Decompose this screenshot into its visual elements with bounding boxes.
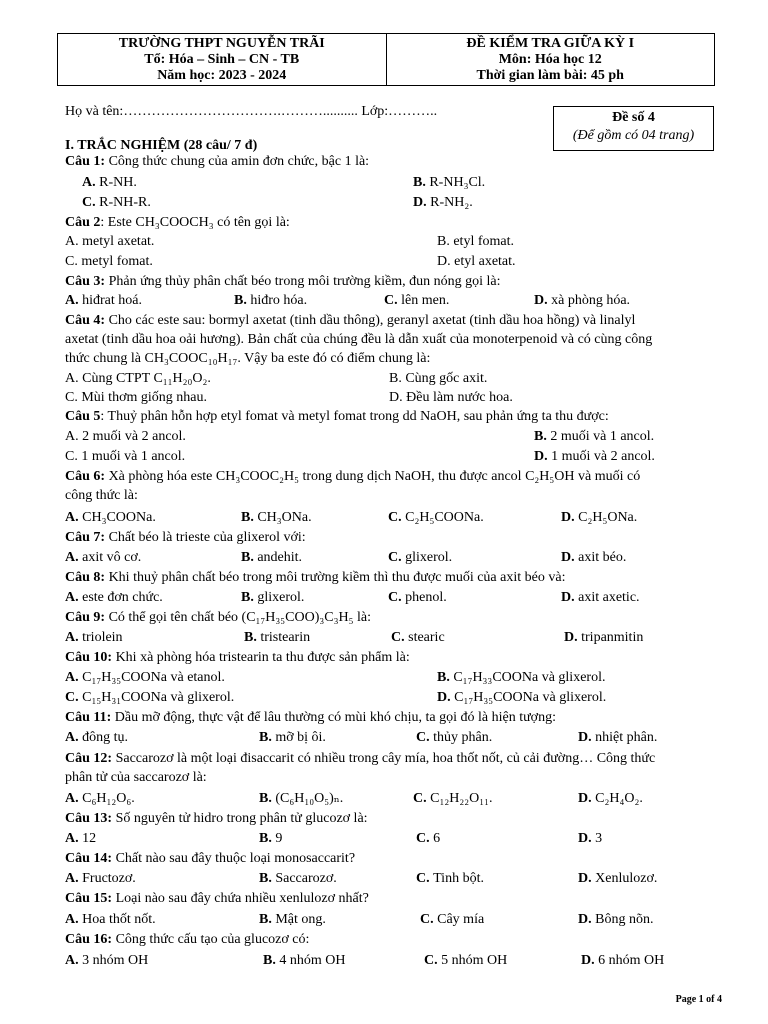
question-number: Câu 11:: [65, 710, 112, 725]
answer-option: [424, 952, 507, 970]
option-label: B.: [263, 953, 280, 968]
option-label: C.: [413, 791, 431, 806]
school-year: Năm học: 2023 - 2024: [157, 68, 287, 83]
option-label: D.: [534, 293, 552, 308]
answer-option: [259, 729, 326, 747]
question-text: Cho các este sau: bormyl axetat (tinh dầu thông), geranyl axetat (tinh dầu hoa hồng) và linalyl: [105, 313, 636, 328]
answer-option: [65, 589, 163, 607]
question-stem: [65, 890, 369, 908]
option-text: CH₃ONa.: [257, 510, 312, 525]
option-label: C.: [424, 953, 442, 968]
exam-header-table: [57, 33, 715, 86]
option-label: A.: [65, 791, 83, 806]
question-number: Câu 15:: [65, 891, 113, 906]
question-stem: [65, 153, 369, 171]
option-label: D.: [578, 912, 596, 927]
option-text: este đơn chức.: [82, 590, 163, 605]
option-label: B.: [241, 550, 258, 565]
option-text: R-NH₃Cl.: [429, 175, 486, 190]
option-text: lên men.: [401, 293, 450, 308]
question-text: Khi xà phòng hóa tristearin ta thu được sản phẩm là:: [112, 650, 410, 665]
exam-info: [386, 34, 715, 85]
answer-option: [388, 589, 447, 607]
answer-option: [578, 870, 657, 888]
option-label: A.: [65, 371, 83, 386]
option-text: thủy phân.: [433, 730, 493, 745]
option-label: A.: [65, 293, 83, 308]
question-stem: [65, 569, 565, 587]
option-text: 12: [82, 831, 97, 846]
answer-option: [259, 870, 337, 888]
option-text: Bông nõn.: [595, 912, 654, 927]
option-text: C₁₇H₃₃COONa và glixerol.: [453, 670, 606, 685]
option-label: B.: [259, 791, 276, 806]
option-text: 2 muối và 2 ancol.: [82, 429, 186, 444]
question-stem: [65, 468, 640, 486]
option-label: A.: [65, 590, 83, 605]
answer-option: [65, 952, 148, 970]
question-number: Câu 3:: [65, 274, 106, 289]
question-stem: [65, 273, 501, 291]
option-text: C₂H₅COONa.: [405, 510, 484, 525]
option-label: B.: [234, 293, 251, 308]
question-number: Câu 9:: [65, 610, 106, 625]
answer-option: [578, 790, 643, 808]
option-text: stearic: [408, 630, 445, 645]
page-count-note: (Để gồm có 04 trang): [572, 128, 695, 143]
answer-option: [65, 669, 225, 687]
option-text: glixerol.: [257, 590, 305, 605]
option-text: hiđrat hoá.: [82, 293, 142, 308]
option-text: R-NH₂.: [430, 195, 473, 210]
option-label: B.: [241, 510, 258, 525]
option-text: đông tụ.: [82, 730, 129, 745]
option-text: 6 nhóm OH: [598, 953, 665, 968]
option-label: B.: [259, 871, 276, 886]
question-text: Số nguyên tử hidro trong phân tử glucozơ là:: [112, 811, 368, 826]
option-label: A.: [65, 831, 83, 846]
option-text: Mật ong.: [275, 912, 326, 927]
option-text: nhiệt phân.: [595, 730, 658, 745]
question-text: Công thức cấu tạo của glucozơ có:: [112, 932, 310, 947]
option-label: C.: [388, 550, 406, 565]
option-text: Fructozơ.: [82, 871, 136, 886]
option-text: axit béo.: [578, 550, 627, 565]
answer-option: [259, 790, 343, 808]
option-label: C.: [82, 195, 100, 210]
answer-option: [420, 911, 484, 929]
answer-option: [581, 952, 664, 970]
question-number: Câu 1:: [65, 154, 106, 169]
option-label: D.: [437, 690, 455, 705]
option-label: C.: [388, 510, 406, 525]
option-text: xà phòng hóa.: [551, 293, 631, 308]
option-text: C₁₇H₃₅COONa và etanol.: [82, 670, 225, 685]
option-text: triolein: [82, 630, 123, 645]
answer-option: [65, 830, 96, 848]
option-text: axit vô cơ.: [82, 550, 142, 565]
option-text: Cùng CTPT C₁₁H₂₀O₂.: [82, 371, 211, 386]
option-text: metyl fomat.: [81, 254, 153, 269]
option-text: C₁₅H₃₁COONa và glixerol.: [82, 690, 235, 705]
question-text: Xà phòng hóa este CH₃COOC₂H₅ trong dung dịch NaOH, thu được ancol C₂H₅OH và muối có: [105, 469, 641, 484]
option-label: C.: [416, 730, 434, 745]
option-text: 1 muối và 2 ancol.: [551, 449, 655, 464]
answer-option: [561, 549, 626, 567]
option-label: B.: [241, 590, 258, 605]
answer-option: [234, 292, 307, 310]
question-stem: [65, 810, 368, 828]
department: Tổ: Hóa – Sinh – CN - TB: [144, 52, 300, 67]
option-label: A.: [65, 429, 83, 444]
answer-option: [263, 952, 345, 970]
answer-option: [578, 911, 653, 929]
option-label: C.: [420, 912, 438, 927]
question-text-continued: phân tử của saccarozơ là:: [65, 770, 207, 785]
answer-option: [413, 174, 485, 192]
exam-code-box: [553, 106, 714, 151]
answer-option: [82, 194, 151, 212]
question-text: : Este CH₃COOCH₃ có tên gọi là:: [100, 215, 290, 230]
option-text: phenol.: [405, 590, 447, 605]
option-text: glixerol.: [405, 550, 453, 565]
answer-option: [389, 370, 487, 388]
answer-option: [65, 389, 207, 407]
option-label: C.: [65, 390, 82, 405]
answer-option: [241, 549, 302, 567]
question-text: Khi thuỷ phân chất béo trong môi trường kiềm thì thu được muối của axit béo và:: [105, 570, 566, 585]
option-label: D.: [389, 390, 407, 405]
option-text: 3: [595, 831, 603, 846]
page-number: Page 1 of 4: [675, 994, 722, 1005]
option-label: D.: [581, 953, 599, 968]
answer-option: [259, 830, 282, 848]
subject: Môn: Hóa học 12: [498, 52, 602, 67]
option-text: 1 muối và 1 ancol.: [81, 449, 186, 464]
exam-code: Đề số 4: [612, 110, 655, 125]
question-stem: [65, 609, 371, 627]
answer-option: [534, 428, 654, 446]
option-text: Mùi thơm giống nhau.: [81, 390, 207, 405]
question-text: : Thuỷ phân hỗn hợp etyl fomat và metyl fomat trong dd NaOH, sau phản ứng ta thu được:: [100, 409, 609, 424]
option-text: Hoa thốt nốt.: [82, 912, 156, 927]
option-label: B.: [389, 371, 406, 386]
answer-option: [65, 689, 234, 707]
question-number: Câu 2: [65, 215, 101, 230]
question-stem: [65, 312, 635, 330]
option-label: C.: [65, 449, 82, 464]
question-text: Loại nào sau đây chứa nhiều xenlulozơ nhất?: [112, 891, 369, 906]
answer-option: [416, 870, 484, 888]
answer-option: [384, 292, 449, 310]
option-label: A.: [65, 510, 83, 525]
option-label: B.: [259, 912, 276, 927]
option-label: D.: [578, 871, 596, 886]
option-label: B.: [259, 831, 276, 846]
question-stem: [65, 214, 290, 232]
question-stem: [65, 931, 309, 949]
answer-option: [65, 448, 185, 466]
option-label: B.: [413, 175, 430, 190]
answer-option: [65, 292, 142, 310]
answer-option: [65, 253, 153, 271]
exam-title: ĐỀ KIỂM TRA GIỮA KỲ I: [466, 36, 635, 51]
question-stem: [65, 408, 609, 426]
question-number: Câu 7:: [65, 530, 106, 545]
answer-option: [65, 911, 156, 929]
option-label: D.: [578, 791, 596, 806]
option-text: tripanmitin: [581, 630, 644, 645]
answer-option: [578, 830, 602, 848]
option-label: B.: [259, 730, 276, 745]
option-label: D.: [437, 254, 455, 269]
answer-option: [437, 233, 514, 251]
option-text: 5 nhóm OH: [441, 953, 508, 968]
option-text: C₂H₄O₂.: [595, 791, 643, 806]
question-text: Phản ứng thủy phân chất béo trong môi trường kiềm, đun nóng gọi là:: [105, 274, 501, 289]
option-label: A.: [65, 670, 83, 685]
answer-option: [65, 729, 128, 747]
option-text: andehit.: [257, 550, 303, 565]
question-text: Chất béo là trieste của glixerol với:: [105, 530, 306, 545]
option-text: 9: [275, 831, 283, 846]
question-number: Câu 10:: [65, 650, 113, 665]
option-label: A.: [65, 730, 83, 745]
option-text: C₂H₅ONa.: [578, 510, 638, 525]
answer-option: [534, 448, 655, 466]
option-label: B.: [534, 429, 551, 444]
answer-option: [391, 629, 445, 647]
option-label: B.: [437, 670, 454, 685]
question-number: Câu 13:: [65, 811, 113, 826]
option-label: B.: [437, 234, 454, 249]
question-stem: [65, 850, 355, 868]
question-number: Câu 14:: [65, 851, 113, 866]
option-text: Xenlulozơ.: [595, 871, 658, 886]
answer-option: [578, 729, 657, 747]
option-text: 6: [433, 831, 441, 846]
option-label: D.: [578, 831, 596, 846]
option-label: D.: [564, 630, 582, 645]
option-text: Đều làm nước hoa.: [406, 390, 513, 405]
option-text: 4 nhóm OH: [279, 953, 346, 968]
answer-option: [259, 911, 326, 929]
option-text: Tinh bột.: [433, 871, 484, 886]
option-label: D.: [578, 730, 596, 745]
answer-option: [561, 589, 640, 607]
answer-option: [241, 509, 312, 527]
question-text: Công thức chung của amin đơn chức, bậc 1 là:: [105, 154, 370, 169]
answer-option: [65, 509, 156, 527]
answer-option: [65, 428, 186, 446]
question-stem: [65, 649, 410, 667]
answer-option: [437, 689, 606, 707]
question-stem: [65, 529, 306, 547]
answer-option: [534, 292, 630, 310]
answer-option: [416, 830, 440, 848]
option-text: C₁₇H₃₅COONa và glixerol.: [454, 690, 607, 705]
option-text: etyl fomat.: [453, 234, 514, 249]
option-text: CH₃COONa.: [82, 510, 156, 525]
option-text: tristearin: [260, 630, 311, 645]
answer-option: [413, 194, 473, 212]
question-text-continued: axetat (tinh dầu hoa oải hương). Bản chất của chúng đều là dẫn xuất của monoterpenoid và có cùng công: [65, 332, 653, 347]
answer-option: [244, 629, 310, 647]
answer-option: [416, 729, 492, 747]
option-label: D.: [413, 195, 431, 210]
option-label: C.: [388, 590, 406, 605]
question-number: Câu 8:: [65, 570, 106, 585]
option-text: mỡ bị ôi.: [275, 730, 326, 745]
option-text: R-NH.: [99, 175, 137, 190]
option-text: Saccarozơ.: [275, 871, 337, 886]
option-label: A.: [65, 912, 83, 927]
option-text: 2 muối và 1 ancol.: [550, 429, 655, 444]
option-label: A.: [65, 630, 83, 645]
question-text-continued: công thức là:: [65, 488, 138, 503]
answer-option: [65, 233, 154, 251]
question-number: Câu 16:: [65, 932, 113, 947]
answer-option: [564, 629, 643, 647]
option-text: R-NH-R.: [99, 195, 151, 210]
question-text: Có thể gọi tên chất béo (C₁₇H₃₅COO)₃C₃H₅ là:: [105, 610, 371, 625]
answer-option: [65, 549, 141, 567]
option-text: C₆H₁₂O₆.: [82, 791, 135, 806]
question-number: Câu 4:: [65, 313, 106, 328]
question-text: Saccarozơ là một loại đisaccarit có nhiều trong cây mía, hoa thốt nốt, củ cải đường… Công thức: [112, 751, 656, 766]
option-label: B.: [244, 630, 261, 645]
option-text: (C₆H₁₀O₅)ₙ.: [275, 791, 344, 806]
option-text: Cây mía: [437, 912, 485, 927]
answer-option: [561, 509, 637, 527]
answer-option: [388, 509, 484, 527]
section-title: I. TRẮC NGHIỆM (28 câu/ 7 đ): [65, 138, 258, 153]
option-text: Cùng gốc axit.: [405, 371, 488, 386]
answer-option: [389, 389, 513, 407]
answer-option: [437, 669, 605, 687]
question-stem: [65, 750, 655, 768]
duration: Thời gian làm bài: 45 ph: [476, 68, 624, 83]
option-text: axit axetic.: [578, 590, 640, 605]
question-text: Chất nào sau đây thuộc loại monosaccarit?: [112, 851, 356, 866]
question-number: Câu 6:: [65, 469, 106, 484]
option-label: A.: [65, 550, 83, 565]
option-label: C.: [65, 690, 83, 705]
question-text: Dầu mỡ động, thực vật để lâu thường có mùi khó chịu, ta gọi đó là hiện tượng:: [111, 710, 556, 725]
option-label: C.: [416, 831, 434, 846]
option-label: C.: [391, 630, 409, 645]
answer-option: [65, 629, 123, 647]
answer-option: [65, 790, 135, 808]
answer-option: [65, 870, 136, 888]
option-label: D.: [561, 550, 579, 565]
option-label: A.: [65, 234, 83, 249]
answer-option: [413, 790, 492, 808]
answer-option: [241, 589, 304, 607]
option-text: 3 nhóm OH: [82, 953, 149, 968]
question-number: Câu 12:: [65, 751, 113, 766]
student-info-line: Họ và tên:…………………………….……….......... Lớp:………..: [65, 104, 438, 119]
answer-option: [437, 253, 516, 271]
school-name: TRƯỜNG THPT NGUYỄN TRÃI: [118, 36, 325, 51]
option-label: D.: [534, 449, 552, 464]
option-label: C.: [416, 871, 434, 886]
answer-option: [82, 174, 137, 192]
question-text-continued: thức chung là CH₃COOC₁₀H₁₇. Vậy ba este đó có điểm chung là:: [65, 351, 431, 366]
school-info: [58, 34, 386, 85]
option-text: metyl axetat.: [82, 234, 155, 249]
question-number: Câu 5: [65, 409, 101, 424]
option-label: C.: [65, 254, 82, 269]
option-text: etyl axetat.: [454, 254, 516, 269]
option-label: A.: [82, 175, 100, 190]
option-label: D.: [561, 510, 579, 525]
option-text: C₁₂H₂₂O₁₁.: [430, 791, 493, 806]
option-label: C.: [384, 293, 402, 308]
question-stem: [65, 709, 556, 727]
option-label: D.: [561, 590, 579, 605]
option-label: A.: [65, 871, 83, 886]
option-label: A.: [65, 953, 83, 968]
option-text: hiđro hóa.: [250, 293, 308, 308]
answer-option: [65, 370, 211, 388]
answer-option: [388, 549, 452, 567]
